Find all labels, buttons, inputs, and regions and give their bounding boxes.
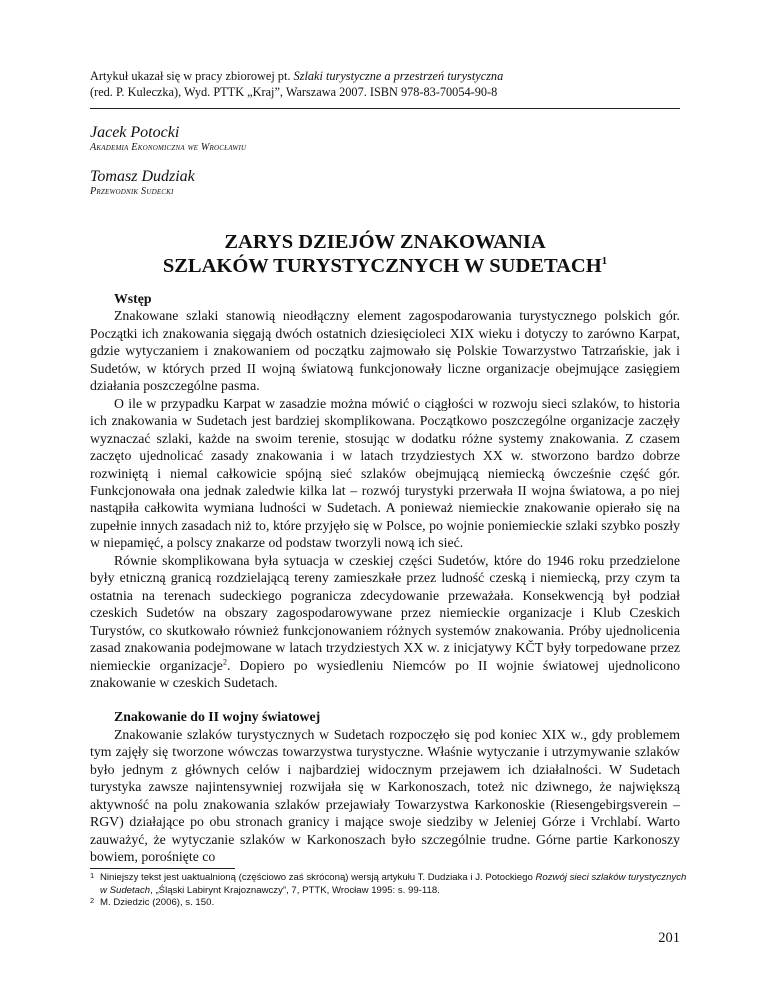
article-title-line-1: ZARYS DZIEJÓW ZNAKOWANIA [224,231,546,253]
author-name: Jacek Potocki [90,124,180,141]
section-heading: Wstęp [114,291,152,306]
section-gap [90,691,680,708]
article-title-line-2-text: SZLAKÓW TURYSTYCZNYCH W SUDETACH [162,255,602,277]
footnote-text-continued: , „Śląski Labirynt Krajoznawczy”, 7, PTTK, Wrocław 1995: s. 99-118. [150,884,440,896]
article-title-line-2 [90,254,680,278]
publication-book-title: Szlaki turystyczne a przestrzeń turystyczna [293,69,504,83]
article-title [90,230,680,278]
author-block [90,124,690,154]
paragraph: O ile w przypadku Karpat w zasadzie można mówić o ciągłości w rozwoju sieci szlaków, to historia ich znakowania w Sudetach jest bardziej skomplikowana. Początkowo poszczególne organizacje zaczęły wyznaczać szlaki, każde na swoim terenie, stosując w dodatku różne systemy znakowania. Z czasem zaczęto ujednolicać zasady znakowania i w latach trzydziestych XX w. stworzono bardzo dobrze rozwiniętą i niemal całkowicie spójną sieć szlaków obejmującą niemiecką ówcześnie część gór. Funkcjonowała ona jednak zaledwie kilka lat – rozwój turystyki przerwała II wojna światowa, a po niej nastąpiła całkowita wymiana ludności w Sudetach. A ponieważ niemieckie znakowanie opierało się na zupełnie innych zasadach niż to, które przyjęło się w Polsce, po wojnie poniemieckie szlaki szybko poszły w niepamięć, a polscy znakarze od podstaw tworzyli nową ich sieć. [90,395,680,551]
publication-note-line-1 [90,68,690,84]
header-divider [90,108,680,109]
author-name: Tomasz Dudziak [90,168,195,185]
paragraph-text: Równie skomplikowana była sytuacja w czeskiej części Sudetów, które do 1946 roku przedzielone były etniczną granicą rozdzielającą tereny zamieszkałe przez ludność czeską i niemiecką, przy czym ta ostatnia na terenach sudeckiego pogranicza zdecydowanie przeważała. Konsekwencją był podział czeskich Sudetów na obszary zagospodarowywane przez niemieckie organizacje i Klub Czeskich Turystów, co skutkowało również funkcjonowaniem różnych systemów znakowania. Próby ujednolicenia zasad znakowania podejmowane w latach trzydziestych XX w. z inicjatywy KČT były torpedowane przez niemieckie organizacje [90,552,680,673]
author-affiliation: Akademia Ekonomiczna we Wrocławiu [90,142,247,153]
footnote-number: 2 [90,896,95,905]
page-number: 201 [658,930,680,946]
footnote [90,872,690,897]
publication-note [90,68,690,100]
publication-note-line-2: (red. P. Kuleczka), Wyd. PTTK „Kraj”, Warszawa 2007. ISBN 978-83-70054-90-8 [90,85,498,99]
footnote-cited-title: Rozwój sieci szlaków turystycznych w Sudetach [100,872,687,896]
footnotes [90,872,690,910]
article-body [90,290,680,866]
footnote-text: M. Dziedzic (2006), s. 150. [100,897,215,908]
publication-note-prefix: Artykuł ukazał się w pracy zbiorowej pt. [90,69,294,83]
footnote-mark[interactable]: 2 [222,656,227,666]
author-block [90,168,690,198]
paragraph [90,552,680,692]
section-heading: Znakowanie do II wojny światowej [114,709,321,725]
paragraph: Znakowane szlaki stanowią nieodłączny element zagospodarowania turystycznego polskich gór. Początki ich znakowania sięgają dwóch ostatnich dziesięcioleci XIX wieku i dotyczy to zarówno Karpat, gdzie wytyczaniem i znakowaniem od początku zajmowało się Polskie Towarzystwo Tatrzańskie, jak i Sudetów, w których przed II wojną światową funkcjonowały liczne organizacje obejmujące zasięgiem działania poszczególne pasma. [90,308,680,394]
paragraph-text-continued: . Dopiero po wysiedleniu Niemców po II wojnie światowej ujednolicono znakowanie w czeskich Sudetach. [90,657,680,690]
footnote-text: Niniejszy tekst jest uaktualnioną (częściowo zaś skróconą) wersją artykułu T. Dudziaka i J. Potockiego [100,872,536,883]
footnote-number: 1 [90,871,95,880]
author-affiliation: Przewodnik Sudecki [90,186,174,197]
footnote [90,897,690,910]
footnote-mark[interactable]: 1 [601,255,608,268]
paragraph: Znakowanie szlaków turystycznych w Sudetach rozpoczęło się pod koniec XIX w., gdy problemem tym zajęły się tworzone wówczas towarzystwa turystyczne. Właśnie wytyczanie i utrzymywanie szlaków było jednym z głównych celów i najbardziej widocznym przejawem ich działalności. W Sudetach turystyka zawsze najintensywniej rozwijała się w Karkonoszach, toteż nic dziwnego, że największą aktywność na polu znakowania szlaków przejawiały Towarzystwa Karkonoskie (Riesengebirgsverein – RGV) działające po obu stronach granicy i mające swoje siedziby w Jeleniej Górze i Vrchlabí. Warto zauważyć, że wytyczanie szlaków w Karkonoszach było szczególnie trudne. Górne partie Karkonoszy bowiem, porośnięte co [90,726,680,865]
footnote-divider [90,868,235,869]
